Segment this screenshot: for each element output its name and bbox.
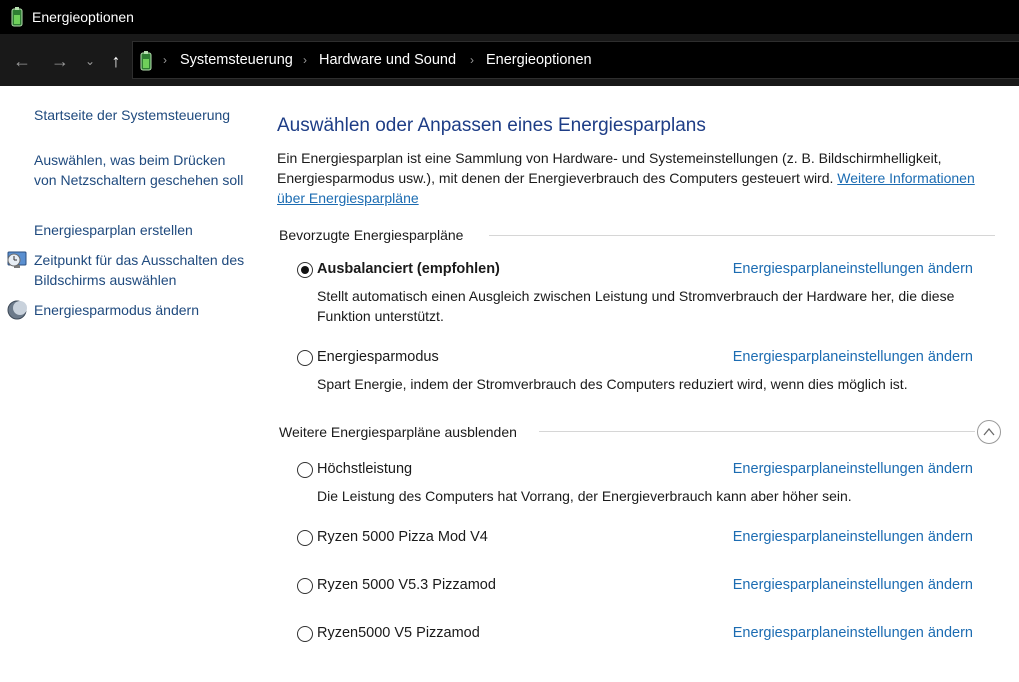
sidebar-link-power-buttons[interactable]: Auswählen, was beim Drücken von Netzschaltern geschehen soll — [34, 152, 244, 188]
plan-radio-ryzen5000-v5-pizzamod[interactable] — [297, 626, 313, 642]
collapse-button[interactable] — [977, 420, 1001, 444]
window-title: Energieoptionen — [32, 9, 134, 25]
moon-icon — [6, 299, 28, 326]
plan-description: Die Leistung des Computers hat Vorrang, der Energieverbrauch kann aber höher sein. — [317, 488, 852, 504]
battery-icon — [138, 51, 154, 76]
sidebar — [0, 86, 255, 682]
plan-radio-ryzen-pizza-mod-v4[interactable] — [297, 530, 313, 546]
change-plan-settings-link[interactable]: Energiesparplaneinstellungen ändern — [732, 349, 973, 365]
more-info-link[interactable]: Weitere Informationen über Energiesparpläne — [277, 170, 975, 206]
plan-description: Stellt automatisch einen Ausgleich zwischen Leistung und Stromverbrauch der Hardware her, die diese Funktion unterstützt. — [317, 288, 955, 324]
plan-description: Spart Energie, indem der Stromverbrauch des Computers reduziert wird, wenn dies möglich ist. — [317, 376, 908, 392]
preferred-plans-header: Bevorzugte Energiesparpläne — [279, 227, 464, 243]
change-plan-settings-link[interactable]: Energiesparplaneinstellungen ändern — [732, 577, 973, 593]
chevron-right-icon: › — [303, 53, 307, 67]
title-bar — [0, 0, 1019, 34]
plan-radio-hoechstleistung[interactable] — [297, 462, 313, 478]
chevron-down-icon[interactable]: ⌄ — [84, 54, 96, 68]
sidebar-link-create-plan[interactable]: Energiesparplan erstellen — [34, 222, 193, 238]
plan-name[interactable]: Ryzen 5000 V5.3 Pizzamod — [317, 577, 496, 593]
plan-radio-energiesparmodus[interactable] — [297, 350, 313, 366]
address-bar[interactable] — [132, 41, 1019, 79]
intro-text: Ein Energiesparplan ist eine Sammlung von Hardware- und Systemeinstellungen (z. B. Bildschirmhelligkeit, Energiesparmodus usw.), mit denen der Energieverbrauch des Computers gesteuert wird. — [277, 150, 942, 186]
change-plan-settings-link[interactable]: Energiesparplaneinstellungen ändern — [732, 529, 973, 545]
intro-paragraph — [277, 148, 997, 208]
change-plan-settings-link[interactable]: Energiesparplaneinstellungen ändern — [732, 461, 973, 477]
plan-radio-ausbalanciert[interactable] — [297, 262, 313, 278]
plan-radio-ryzen-v5-3-pizzamod[interactable] — [297, 578, 313, 594]
plan-name[interactable]: Energiesparmodus — [317, 349, 439, 365]
arrow-right-icon[interactable]: → — [51, 51, 69, 71]
sidebar-link-sleep-mode[interactable]: Energiesparmodus ändern — [34, 302, 199, 318]
battery-icon — [8, 7, 26, 32]
section-divider — [489, 235, 995, 236]
plan-name[interactable]: Ryzen5000 V5 Pizzamod — [317, 625, 480, 641]
page-title: Auswählen oder Anpassen eines Energiesparplans — [277, 115, 706, 136]
chevron-right-icon: › — [163, 53, 167, 67]
change-plan-settings-link[interactable]: Energiesparplaneinstellungen ändern — [732, 625, 973, 641]
plan-name[interactable]: Ryzen 5000 Pizza Mod V4 — [317, 529, 488, 545]
breadcrumb-systemsteuerung[interactable]: Systemsteuerung — [180, 52, 293, 68]
sidebar-home-link[interactable]: Startseite der Systemsteuerung — [34, 107, 231, 123]
breadcrumb-energieoptionen[interactable]: Energieoptionen — [486, 52, 592, 68]
plan-name[interactable]: Höchstleistung — [317, 461, 413, 477]
chevron-up-icon — [978, 421, 1000, 443]
change-plan-settings-link[interactable]: Energiesparplaneinstellungen ändern — [732, 261, 973, 277]
arrow-up-icon[interactable]: ↑ — [111, 51, 121, 71]
sidebar-link-display-off[interactable]: Zeitpunkt für das Ausschalten des Bildschirms auswählen — [34, 252, 245, 288]
navigation-bar — [0, 34, 1019, 86]
breadcrumb-hardware-und-sound[interactable]: Hardware und Sound — [319, 52, 457, 68]
monitor-clock-icon — [6, 249, 28, 276]
arrow-left-icon[interactable]: ← — [13, 51, 31, 71]
more-plans-header[interactable]: Weitere Energiesparpläne ausblenden — [279, 424, 517, 440]
chevron-right-icon: › — [470, 53, 474, 67]
plan-name[interactable]: Ausbalanciert (empfohlen) — [317, 261, 500, 277]
section-divider — [539, 431, 975, 432]
